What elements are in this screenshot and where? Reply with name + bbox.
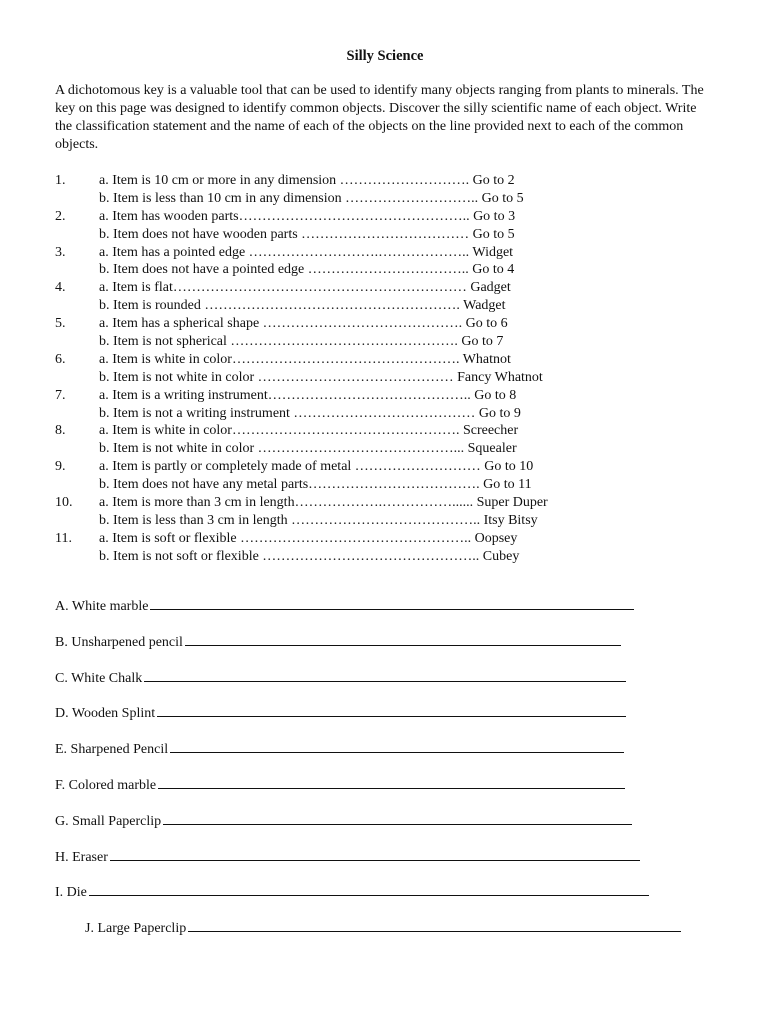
object-label: I. Die: [55, 885, 87, 901]
answer-row: [55, 632, 755, 668]
key-step-number: 4.: [55, 280, 66, 296]
key-line: [55, 297, 715, 315]
key-line: [55, 172, 715, 190]
answer-blank-line[interactable]: [158, 775, 625, 789]
key-line: [55, 422, 715, 440]
key-statement: b. Item does not have any metal parts………………………………. Go to 11: [99, 477, 532, 493]
answer-blank-line[interactable]: [163, 811, 632, 825]
key-statement: b. Item does not have a pointed edge …………………………….. Go to 4: [99, 262, 515, 278]
answer-row: [55, 918, 755, 954]
key-step-number: 5.: [55, 316, 66, 332]
key-step-number: 10.: [55, 495, 73, 511]
answer-blank-line[interactable]: [150, 596, 634, 610]
key-line: [55, 476, 715, 494]
key-statement: a. Item is a writing instrument…………………………………….. Go to 8: [99, 387, 517, 403]
key-line: [55, 351, 715, 369]
key-line: [55, 548, 715, 566]
key-line: [55, 387, 715, 405]
key-step-number: 1.: [55, 173, 66, 188]
object-label: F. Colored marble: [55, 777, 157, 793]
key-line: [55, 315, 715, 333]
answer-row: [55, 703, 755, 739]
object-label: C. White Chalk: [55, 670, 143, 686]
key-line: [55, 512, 715, 530]
key-line: [55, 226, 715, 244]
key-statement: a. Item is partly or completely made of metal ……………………… Go to 10: [99, 459, 534, 475]
key-statement: a. Item has a spherical shape ……………………………………. Go to 6: [99, 316, 508, 332]
answer-row: [55, 811, 755, 847]
key-statement: b. Item is not white in color ……………………………………... Squealer: [99, 441, 517, 457]
key-step-number: 11.: [55, 530, 72, 546]
key-line: [55, 208, 715, 226]
answer-row: [55, 847, 755, 883]
key-statement: a. Item is white in color…………………………………………. Whatnot: [99, 351, 511, 367]
object-label: H. Eraser: [55, 849, 108, 865]
object-label: E. Sharpened Pencil: [55, 742, 169, 758]
key-step-number: 6.: [55, 351, 66, 367]
answer-row: [55, 882, 755, 918]
key-statement: b. Item is not white in color …………………………………… Fancy Whatnot: [99, 369, 543, 385]
key-statement: b. Item is less than 10 cm in any dimension ……………………….. Go to 5: [99, 190, 524, 206]
key-statement: a. Item is more than 3 cm in length……………….……………...... Super Duper: [99, 495, 548, 511]
key-line: [55, 530, 715, 548]
answer-blank-line[interactable]: [157, 703, 626, 717]
key-line: [55, 494, 715, 512]
key-line: [55, 190, 715, 208]
key-statement: a. Item is white in color…………………………………………. Screecher: [99, 423, 519, 439]
page-title: Silly Science: [346, 48, 424, 64]
key-step-number: 9.: [55, 459, 66, 475]
key-step-number: 3.: [55, 244, 66, 260]
answer-lines: [55, 596, 755, 954]
key-line: [55, 405, 715, 423]
key-line: [55, 458, 715, 476]
key-line: [55, 261, 715, 279]
key-line: [55, 369, 715, 387]
answer-blank-line[interactable]: [170, 739, 624, 753]
key-statement: a. Item is soft or flexible ………………………………………….. Oopsey: [99, 530, 518, 546]
answer-blank-line[interactable]: [144, 668, 626, 682]
key-statement: b. Item is not a writing instrument ………………………………… Go to 9: [99, 405, 521, 421]
object-label: G. Small Paperclip: [55, 813, 162, 829]
answer-row: [55, 596, 755, 632]
object-label: J. Large Paperclip: [85, 921, 187, 937]
answer-row: [55, 775, 755, 811]
key-line: [55, 279, 715, 297]
key-line: [55, 333, 715, 351]
answer-blank-line[interactable]: [89, 882, 649, 896]
object-label: D. Wooden Splint: [55, 706, 156, 722]
key-step-number: 7.: [55, 387, 66, 403]
key-step-number: 2.: [55, 208, 66, 224]
key-statement: a. Item is flat……………………………………………………… Gadget: [99, 280, 511, 296]
object-label: A. White marble: [55, 599, 149, 614]
key-step-number: 8.: [55, 423, 66, 439]
answer-blank-line[interactable]: [185, 632, 621, 646]
key-statement: b. Item is rounded ………………………………………………. Wadget: [99, 298, 506, 314]
object-label: B. Unsharpened pencil: [55, 634, 183, 650]
key-statement: b. Item is not spherical …………………………………………. Go to 7: [99, 334, 504, 350]
key-line: [55, 244, 715, 262]
answer-blank-line[interactable]: [110, 847, 640, 861]
answer-row: [55, 739, 755, 775]
answer-row: [55, 668, 755, 704]
key-statement: a. Item has wooden parts………………………………………….. Go to 3: [99, 208, 516, 224]
key-statement: b. Item does not have wooden parts ……………………………… Go to 5: [99, 226, 515, 242]
key-statement: a. Item is 10 cm or more in any dimension ………………………. Go to 2: [99, 173, 515, 188]
key-statement: b. Item is less than 3 cm in length ………………………………….. Itsy Bitsy: [99, 512, 538, 528]
intro-paragraph: A dichotomous key is a valuable tool that can be used to identify many objects ranging from plants to minerals. The key on this page was designed to identify common objects. Discover the silly scientific name of each object. Write the classification statement and the name of each of the objects on the line provided next to each of the common objects.: [55, 83, 704, 152]
answer-blank-line[interactable]: [188, 918, 681, 932]
key-statement: b. Item is not soft or flexible ……………………………………….. Cubey: [99, 548, 520, 564]
key-line: [55, 440, 715, 458]
dichotomous-key: [55, 172, 715, 566]
key-statement: a. Item has a pointed edge ……………………….……………….. Widget: [99, 244, 514, 260]
